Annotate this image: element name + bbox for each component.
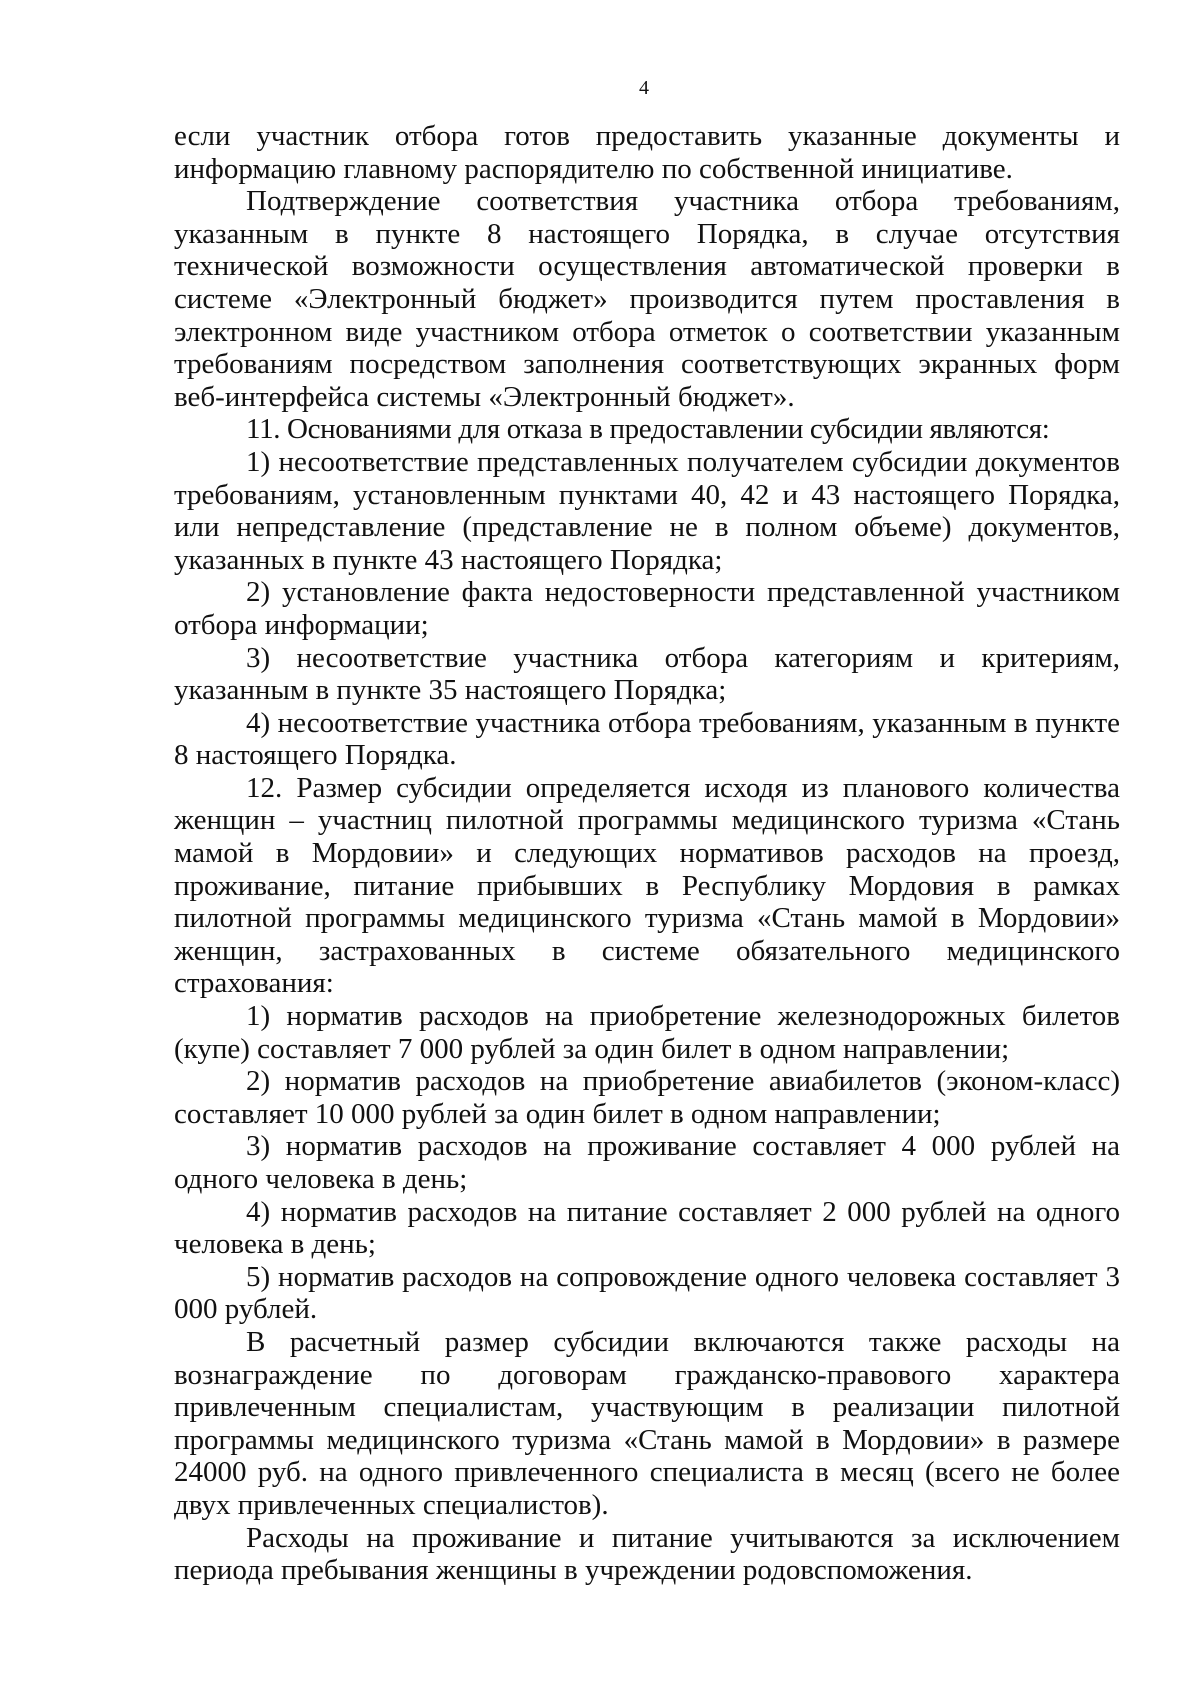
list-item: 1) несоответствие представленных получателем субсидии документов требованиям, установленным пунктами 40, 42 и 43 настоящего Порядка, или непредставление (представление не в полном объеме) документов, указанных в пункте 43 настоящего Порядка;: [174, 445, 1120, 576]
list-item: 5) норматив расходов на сопровождение одного человека составляет 3 000 рублей.: [174, 1260, 1120, 1326]
list-item: 4) норматив расходов на питание составляет 2 000 рублей на одного человека в день;: [174, 1195, 1120, 1261]
document-body: [174, 120, 1120, 1587]
list-item: 4) несоответствие участника отбора требованиям, указанным в пункте 8 настоящего Порядка.: [174, 706, 1120, 772]
page-number: 4: [639, 77, 649, 99]
list-item: 2) норматив расходов на приобретение авиабилетов (эконом-класс) составляет 10 000 рублей за один билет в одном направлении;: [174, 1065, 1120, 1130]
paragraph: если участник отбора готов предоставить указанные документы и информацию главному распорядителю по собственной инициативе.: [174, 120, 1120, 185]
paragraph: Расходы на проживание и питание учитываются за исключением периода пребывания женщины в учреждении родовспоможения.: [174, 1521, 1120, 1587]
list-item: 2) установление факта недостоверности представленной участником отбора информации;: [174, 576, 1120, 641]
list-item: 3) норматив расходов на проживание составляет 4 000 рублей на одного человека в день;: [174, 1130, 1120, 1195]
list-item: 3) несоответствие участника отбора категориям и критериям, указанным в пункте 35 настоящего Порядка;: [174, 641, 1120, 707]
paragraph-section-12: 12. Размер субсидии определяется исходя из планового количества женщин – участниц пилотной программы медицинского туризма «Стань мамой в Мордовии» и следующих нормативов расходов на проезд, проживание, питание прибывших в Республику Мордовия в рамках пилотной программы медицинского туризма «Стань мамой в Мордовии» женщин, застрахованных в системе обязательного медицинского страхования:: [174, 771, 1120, 1000]
paragraph-section-11: 11. Основаниями для отказа в предоставлении субсидии являются:: [246, 413, 1050, 446]
list-item: 1) норматив расходов на приобретение железнодорожных билетов (купе) составляет 7 000 рублей за один билет в одном направлении;: [174, 1000, 1120, 1065]
paragraph: В расчетный размер субсидии включаются также расходы на вознаграждение по договорам гражданско-правового характера привлеченным специалистам, участвующим в реализации пилотной программы медицинского туризма «Стань мамой в Мордовии» в размере 24000 руб. на одного привлеченного специалиста в месяц (всего не более двух привлеченных специалистов).: [174, 1325, 1120, 1521]
paragraph: Подтверждение соответствия участника отбора требованиям, указанным в пункте 8 настоящего Порядка, в случае отсутствия технической возможности осуществления автоматической проверки в системе «Электронный бюджет» производится путем проставления в электронном виде участником отбора отметок о соответствии указанным требованиям посредством заполнения соответствующих экранных форм веб-интерфейса системы «Электронный бюджет».: [174, 185, 1120, 413]
